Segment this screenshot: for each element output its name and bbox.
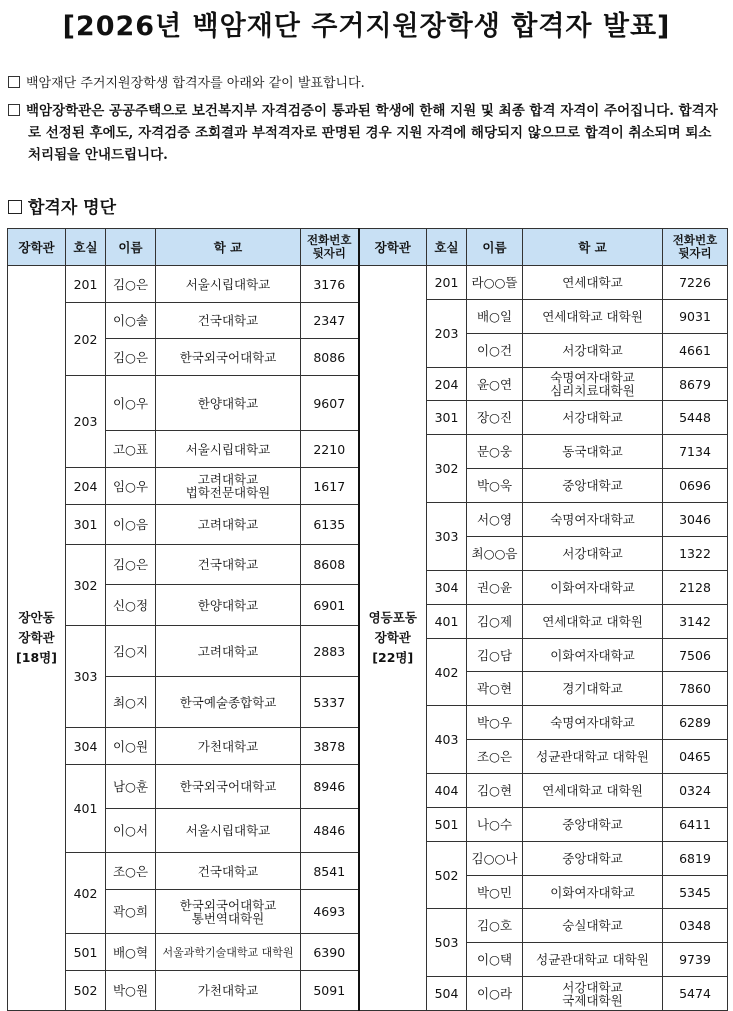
room-number: 302 bbox=[427, 435, 467, 503]
recipient-name: 권○윤 bbox=[467, 571, 523, 605]
phone-last-digits: 5337 bbox=[301, 677, 359, 728]
school-name: 경기대학교 bbox=[523, 672, 663, 706]
recipient-name: 김○담 bbox=[467, 639, 523, 672]
header-hall: 장학관 bbox=[8, 229, 66, 266]
header-school: 학 교 bbox=[523, 229, 663, 266]
recipient-name: 서○영 bbox=[467, 503, 523, 537]
recipient-name: 조○은 bbox=[106, 853, 156, 890]
recipient-name: 문○웅 bbox=[467, 435, 523, 469]
phone-last-digits: 6901 bbox=[301, 585, 359, 626]
room-number: 504 bbox=[427, 977, 467, 1011]
room-number: 304 bbox=[427, 571, 467, 605]
phone-last-digits: 7860 bbox=[663, 672, 728, 706]
phone-last-digits: 0465 bbox=[663, 740, 728, 774]
room-number: 303 bbox=[66, 626, 106, 728]
section-heading bbox=[8, 193, 116, 218]
phone-last-digits: 9739 bbox=[663, 943, 728, 977]
school-name: 중앙대학교 bbox=[523, 842, 663, 876]
notice-eligibility-text: 백암장학관은 공공주택으로 보건복지부 자격검증이 통과된 학생에 한해 지원 및 최종 합격 자격이 주어집니다. 합격자로 선정된 후에도, 자격검증 조회결과 부적격자로 판명된 경우 지원 자격에 해당되지 않으므로 합격이 취소되며 퇴소 처리됨을 안내드립니다. bbox=[26, 103, 718, 163]
school-name: 중앙대학교 bbox=[523, 808, 663, 842]
section-title: 합격자 명단 bbox=[28, 198, 117, 218]
room-number: 204 bbox=[427, 368, 467, 401]
phone-last-digits: 0348 bbox=[663, 909, 728, 943]
school-name: 이화여자대학교 bbox=[523, 639, 663, 672]
table-row bbox=[8, 266, 728, 300]
phone-last-digits: 2883 bbox=[301, 626, 359, 677]
recipient-name: 고○표 bbox=[106, 431, 156, 468]
phone-last-digits: 6135 bbox=[301, 505, 359, 545]
school-name: 서강대학교 bbox=[523, 334, 663, 368]
recipient-name: 조○은 bbox=[467, 740, 523, 774]
room-number: 301 bbox=[66, 505, 106, 545]
header-room: 호실 bbox=[427, 229, 467, 266]
recipient-name: 이○택 bbox=[467, 943, 523, 977]
room-number: 201 bbox=[66, 266, 106, 303]
checkbox-bullet-icon bbox=[8, 200, 22, 214]
phone-last-digits: 1322 bbox=[663, 537, 728, 571]
recipient-name: 이○원 bbox=[106, 728, 156, 765]
header-room: 호실 bbox=[66, 229, 106, 266]
school-name: 성균관대학교 대학원 bbox=[523, 943, 663, 977]
checkbox-bullet-icon bbox=[8, 104, 20, 116]
recipient-name: 김○호 bbox=[467, 909, 523, 943]
phone-last-digits: 8541 bbox=[301, 853, 359, 890]
phone-last-digits: 5091 bbox=[301, 971, 359, 1011]
recipient-name: 신○정 bbox=[106, 585, 156, 626]
hall-label: 장학관 bbox=[374, 630, 411, 645]
hall-label: [18명] bbox=[16, 650, 57, 665]
header-hall: 장학관 bbox=[359, 229, 427, 266]
school-name: 서울시립대학교 bbox=[156, 266, 301, 303]
phone-last-digits: 3878 bbox=[301, 728, 359, 765]
phone-last-digits: 2128 bbox=[663, 571, 728, 605]
phone-last-digits: 3142 bbox=[663, 605, 728, 639]
school-name: 한국예술종합학교 bbox=[156, 677, 301, 728]
recipient-name: 김○은 bbox=[106, 266, 156, 303]
phone-last-digits: 6289 bbox=[663, 706, 728, 740]
recipient-name: 장○진 bbox=[467, 401, 523, 435]
hall-label: 장학관 bbox=[18, 630, 55, 645]
room-number: 202 bbox=[66, 303, 106, 376]
recipient-name: 윤○연 bbox=[467, 368, 523, 401]
school-name: 고려대학교 bbox=[156, 505, 301, 545]
school-name: 한국외국어대학교 bbox=[156, 765, 301, 809]
hall-name-cell bbox=[359, 266, 427, 1011]
room-number: 203 bbox=[66, 376, 106, 468]
recipient-name: 이○건 bbox=[467, 334, 523, 368]
school-name: 서울과학기술대학교 대학원 bbox=[156, 934, 301, 971]
phone-last-digits: 7506 bbox=[663, 639, 728, 672]
school-name: 서강대학교 bbox=[523, 401, 663, 435]
school-name: 서울시립대학교 bbox=[156, 431, 301, 468]
room-number: 401 bbox=[66, 765, 106, 853]
school-name: 연세대학교 대학원 bbox=[523, 774, 663, 808]
recipient-name: 김○은 bbox=[106, 545, 156, 585]
notice-intro bbox=[8, 72, 726, 91]
recipient-name: 남○훈 bbox=[106, 765, 156, 809]
recipient-name: 최○○음 bbox=[467, 537, 523, 571]
room-number: 502 bbox=[427, 842, 467, 909]
room-number: 402 bbox=[66, 853, 106, 934]
recipient-name: 김○은 bbox=[106, 339, 156, 376]
phone-last-digits: 6390 bbox=[301, 934, 359, 971]
room-number: 404 bbox=[427, 774, 467, 808]
school-name bbox=[156, 890, 301, 934]
hall-label: [22명] bbox=[372, 650, 414, 665]
recipient-name: 김○제 bbox=[467, 605, 523, 639]
recipient-name: 나○수 bbox=[467, 808, 523, 842]
room-number: 302 bbox=[66, 545, 106, 626]
school-name: 숭실대학교 bbox=[523, 909, 663, 943]
room-number: 203 bbox=[427, 300, 467, 368]
school-line: 국제대학원 bbox=[562, 992, 623, 1008]
school-line: 고려대학교 bbox=[197, 472, 259, 487]
school-name: 가천대학교 bbox=[156, 728, 301, 765]
phone-last-digits: 2347 bbox=[301, 303, 359, 339]
phone-last-digits: 5474 bbox=[663, 977, 728, 1011]
recipient-name: 배○일 bbox=[467, 300, 523, 334]
school-name: 건국대학교 bbox=[156, 303, 301, 339]
recipient-name: 이○우 bbox=[106, 376, 156, 431]
room-number: 502 bbox=[66, 971, 106, 1011]
school-name: 이화여자대학교 bbox=[523, 571, 663, 605]
school-name: 연세대학교 bbox=[523, 266, 663, 300]
phone-last-digits: 5345 bbox=[663, 876, 728, 909]
room-number: 403 bbox=[427, 706, 467, 774]
recipient-name: 김○현 bbox=[467, 774, 523, 808]
school-name: 동국대학교 bbox=[523, 435, 663, 469]
school-line: 심리치료대학원 bbox=[550, 383, 635, 398]
recipient-name: 김○○나 bbox=[467, 842, 523, 876]
room-number: 503 bbox=[427, 909, 467, 977]
recipient-name: 곽○희 bbox=[106, 890, 156, 934]
school-name bbox=[523, 368, 663, 401]
school-name: 중앙대학교 bbox=[523, 469, 663, 503]
phone-last-digits: 8946 bbox=[301, 765, 359, 809]
room-number: 304 bbox=[66, 728, 106, 765]
notice-intro-text: 백암재단 주거지원장학생 합격자를 아래와 같이 발표합니다. bbox=[26, 76, 365, 91]
school-name bbox=[523, 977, 663, 1011]
recipient-name: 임○우 bbox=[106, 468, 156, 505]
school-name: 이화여자대학교 bbox=[523, 876, 663, 909]
room-number: 501 bbox=[66, 934, 106, 971]
school-line: 서강대학교 bbox=[562, 979, 623, 995]
school-name: 건국대학교 bbox=[156, 545, 301, 585]
school-line: 한국외국어대학교 bbox=[179, 897, 277, 913]
recipient-name: 라○○뜰 bbox=[467, 266, 523, 300]
school-name: 연세대학교 대학원 bbox=[523, 605, 663, 639]
room-number: 301 bbox=[427, 401, 467, 435]
phone-last-digits: 5448 bbox=[663, 401, 728, 435]
school-line: 숙명여자대학교 bbox=[550, 370, 635, 385]
phone-last-digits: 8608 bbox=[301, 545, 359, 585]
phone-last-digits: 3046 bbox=[663, 503, 728, 537]
header-phone: 전화번호 뒷자리 bbox=[663, 229, 728, 266]
header-name: 이름 bbox=[467, 229, 523, 266]
room-number: 501 bbox=[427, 808, 467, 842]
room-number: 401 bbox=[427, 605, 467, 639]
recipient-name: 이○솔 bbox=[106, 303, 156, 339]
school-name: 고려대학교 bbox=[156, 626, 301, 677]
school-name: 한양대학교 bbox=[156, 585, 301, 626]
notice-eligibility bbox=[8, 100, 726, 166]
header-school: 학 교 bbox=[156, 229, 301, 266]
school-name: 연세대학교 대학원 bbox=[523, 300, 663, 334]
school-name: 가천대학교 bbox=[156, 971, 301, 1011]
school-name: 숙명여자대학교 bbox=[523, 503, 663, 537]
phone-last-digits: 0324 bbox=[663, 774, 728, 808]
recipient-name: 박○우 bbox=[467, 706, 523, 740]
room-number: 402 bbox=[427, 639, 467, 706]
phone-last-digits: 8679 bbox=[663, 368, 728, 401]
hall-label: 장안동 bbox=[18, 610, 55, 625]
recipients-table bbox=[7, 228, 728, 1011]
phone-last-digits: 4846 bbox=[301, 809, 359, 853]
phone-last-digits: 9031 bbox=[663, 300, 728, 334]
recipient-name: 이○라 bbox=[467, 977, 523, 1011]
phone-last-digits: 6819 bbox=[663, 842, 728, 876]
header-phone: 전화번호 뒷자리 bbox=[301, 229, 359, 266]
phone-last-digits: 7226 bbox=[663, 266, 728, 300]
recipient-name: 이○음 bbox=[106, 505, 156, 545]
school-name: 한국외국어대학교 bbox=[156, 339, 301, 376]
school-name bbox=[156, 468, 301, 505]
school-name: 성균관대학교 대학원 bbox=[523, 740, 663, 774]
header-name: 이름 bbox=[106, 229, 156, 266]
hall-name-cell bbox=[8, 266, 66, 1011]
hall-label: 영등포동 bbox=[368, 610, 417, 625]
recipient-name: 박○민 bbox=[467, 876, 523, 909]
recipient-name: 최○지 bbox=[106, 677, 156, 728]
school-name: 건국대학교 bbox=[156, 853, 301, 890]
recipient-name: 곽○현 bbox=[467, 672, 523, 706]
room-number: 303 bbox=[427, 503, 467, 571]
phone-last-digits: 0696 bbox=[663, 469, 728, 503]
school-name: 한양대학교 bbox=[156, 376, 301, 431]
phone-last-digits: 7134 bbox=[663, 435, 728, 469]
recipient-name: 박○욱 bbox=[467, 469, 523, 503]
phone-last-digits: 3176 bbox=[301, 266, 359, 303]
school-name: 서울시립대학교 bbox=[156, 809, 301, 853]
phone-last-digits: 9607 bbox=[301, 376, 359, 431]
table-header-row bbox=[8, 229, 728, 266]
school-line: 법학전문대학원 bbox=[185, 485, 271, 500]
phone-last-digits: 2210 bbox=[301, 431, 359, 468]
recipient-name: 이○서 bbox=[106, 809, 156, 853]
phone-last-digits: 6411 bbox=[663, 808, 728, 842]
room-number: 201 bbox=[427, 266, 467, 300]
phone-last-digits: 8086 bbox=[301, 339, 359, 376]
room-number: 204 bbox=[66, 468, 106, 505]
recipient-name: 김○지 bbox=[106, 626, 156, 677]
recipient-name: 박○원 bbox=[106, 971, 156, 1011]
recipient-name: 배○혁 bbox=[106, 934, 156, 971]
phone-last-digits: 4693 bbox=[301, 890, 359, 934]
phone-last-digits: 1617 bbox=[301, 468, 359, 505]
school-name: 서강대학교 bbox=[523, 537, 663, 571]
school-line: 통번역대학원 bbox=[191, 910, 265, 926]
page-title: [2026년 백암재단 주거지원장학생 합격자 발표] bbox=[62, 11, 671, 42]
school-name: 숙명여자대학교 bbox=[523, 706, 663, 740]
phone-last-digits: 4661 bbox=[663, 334, 728, 368]
checkbox-bullet-icon bbox=[8, 76, 20, 88]
